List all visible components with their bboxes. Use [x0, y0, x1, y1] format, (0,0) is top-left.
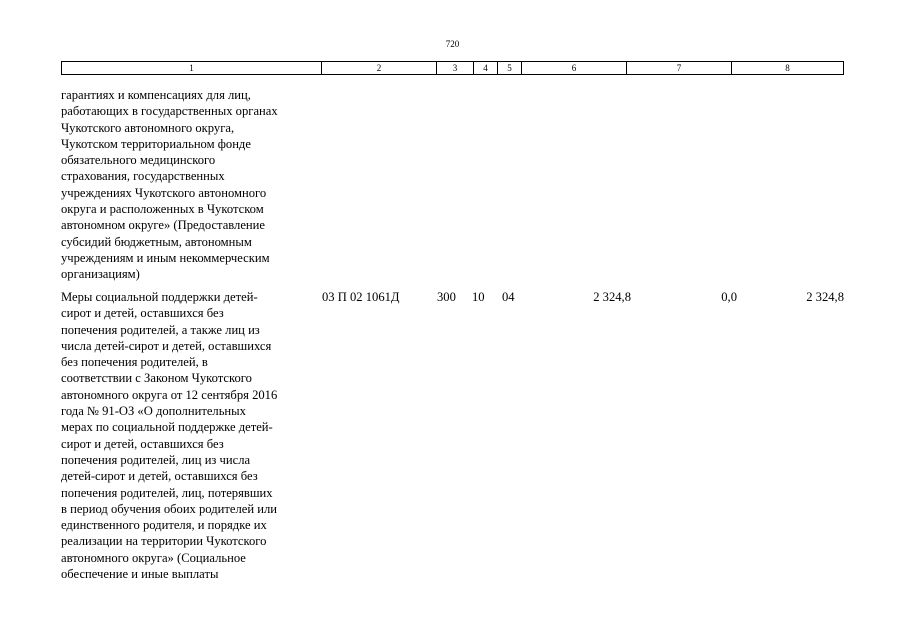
description-line: сирот и детей, оставшихся без: [61, 436, 224, 451]
description-line: страхования, государственных: [61, 169, 225, 184]
description-line: детей-сирот и детей, оставшихся без: [61, 469, 258, 484]
description-line: субсидий бюджетным, автономным: [61, 234, 252, 249]
row-col8: 2 324,8: [806, 290, 844, 304]
description-line: единственного родителя, и порядке их: [61, 518, 267, 533]
description-line: автономном округе» (Предоставление: [61, 218, 266, 233]
description-line: Меры социальной поддержки детей-: [61, 290, 258, 304]
description-line: округа и расположенных в Чукотском: [61, 202, 264, 217]
row-col5: 04: [502, 290, 515, 304]
row-code: 03 П 02 1061Д: [322, 290, 400, 304]
description-line: организациям): [61, 267, 140, 282]
description-line: автономного округа от 12 сентября 2016: [61, 387, 278, 402]
row-col7: 0,0: [721, 290, 737, 304]
column-header-5: 5: [498, 62, 522, 74]
description-line: гарантиях и компенсациях для лиц,: [61, 88, 251, 102]
column-header-6: 6: [522, 62, 627, 74]
column-header-4: 4: [474, 62, 498, 74]
description-line: автономного округа» (Социальное: [61, 550, 246, 565]
description-line: попечения родителей, лиц из числа: [61, 452, 251, 467]
description-line: сирот и детей, оставшихся без: [61, 306, 224, 321]
table-header-row: [61, 61, 844, 75]
description-line: числа детей-сирот и детей, оставшихся: [61, 338, 272, 353]
description-line: обязательного медицинского: [61, 153, 216, 168]
column-header-2: 2: [322, 62, 437, 74]
row-col3: 300: [437, 290, 456, 304]
description-line: работающих в государственных органах: [61, 104, 278, 119]
description-line: Чукотском территориальном фонде: [61, 136, 251, 151]
row-col4: 10: [472, 290, 485, 304]
description-line: попечения родителей, а также лиц из: [61, 322, 260, 337]
description-line: учреждениям и иным некоммерческим: [61, 250, 270, 265]
description-line: попечения родителей, лиц, потерявших: [61, 485, 273, 500]
description-line: в период обучения обоих родителей или: [61, 501, 277, 516]
column-header-1: 1: [62, 62, 322, 74]
description-line: мерах по социальной поддержке детей-: [61, 420, 273, 435]
description-line: обеспечение и иные выплаты: [61, 567, 219, 582]
continued-row-description: [61, 87, 323, 283]
description-line: соответствии с Законом Чукотского: [61, 371, 252, 386]
column-header-3: 3: [437, 62, 474, 74]
column-header-7: 7: [627, 62, 732, 74]
description-line: Чукотского автономного округа,: [61, 120, 235, 135]
description-line: реализации на территории Чукотского: [61, 534, 267, 549]
row-description: [61, 289, 323, 582]
description-line: учреждениях Чукотского автономного: [61, 185, 267, 200]
description-line: без попечения родителей, в: [61, 355, 208, 370]
page-number: 720: [445, 39, 460, 49]
description-line: года № 91-ОЗ «О дополнительных: [61, 404, 246, 419]
column-header-8: 8: [785, 63, 790, 73]
row-col6: 2 324,8: [593, 290, 631, 304]
